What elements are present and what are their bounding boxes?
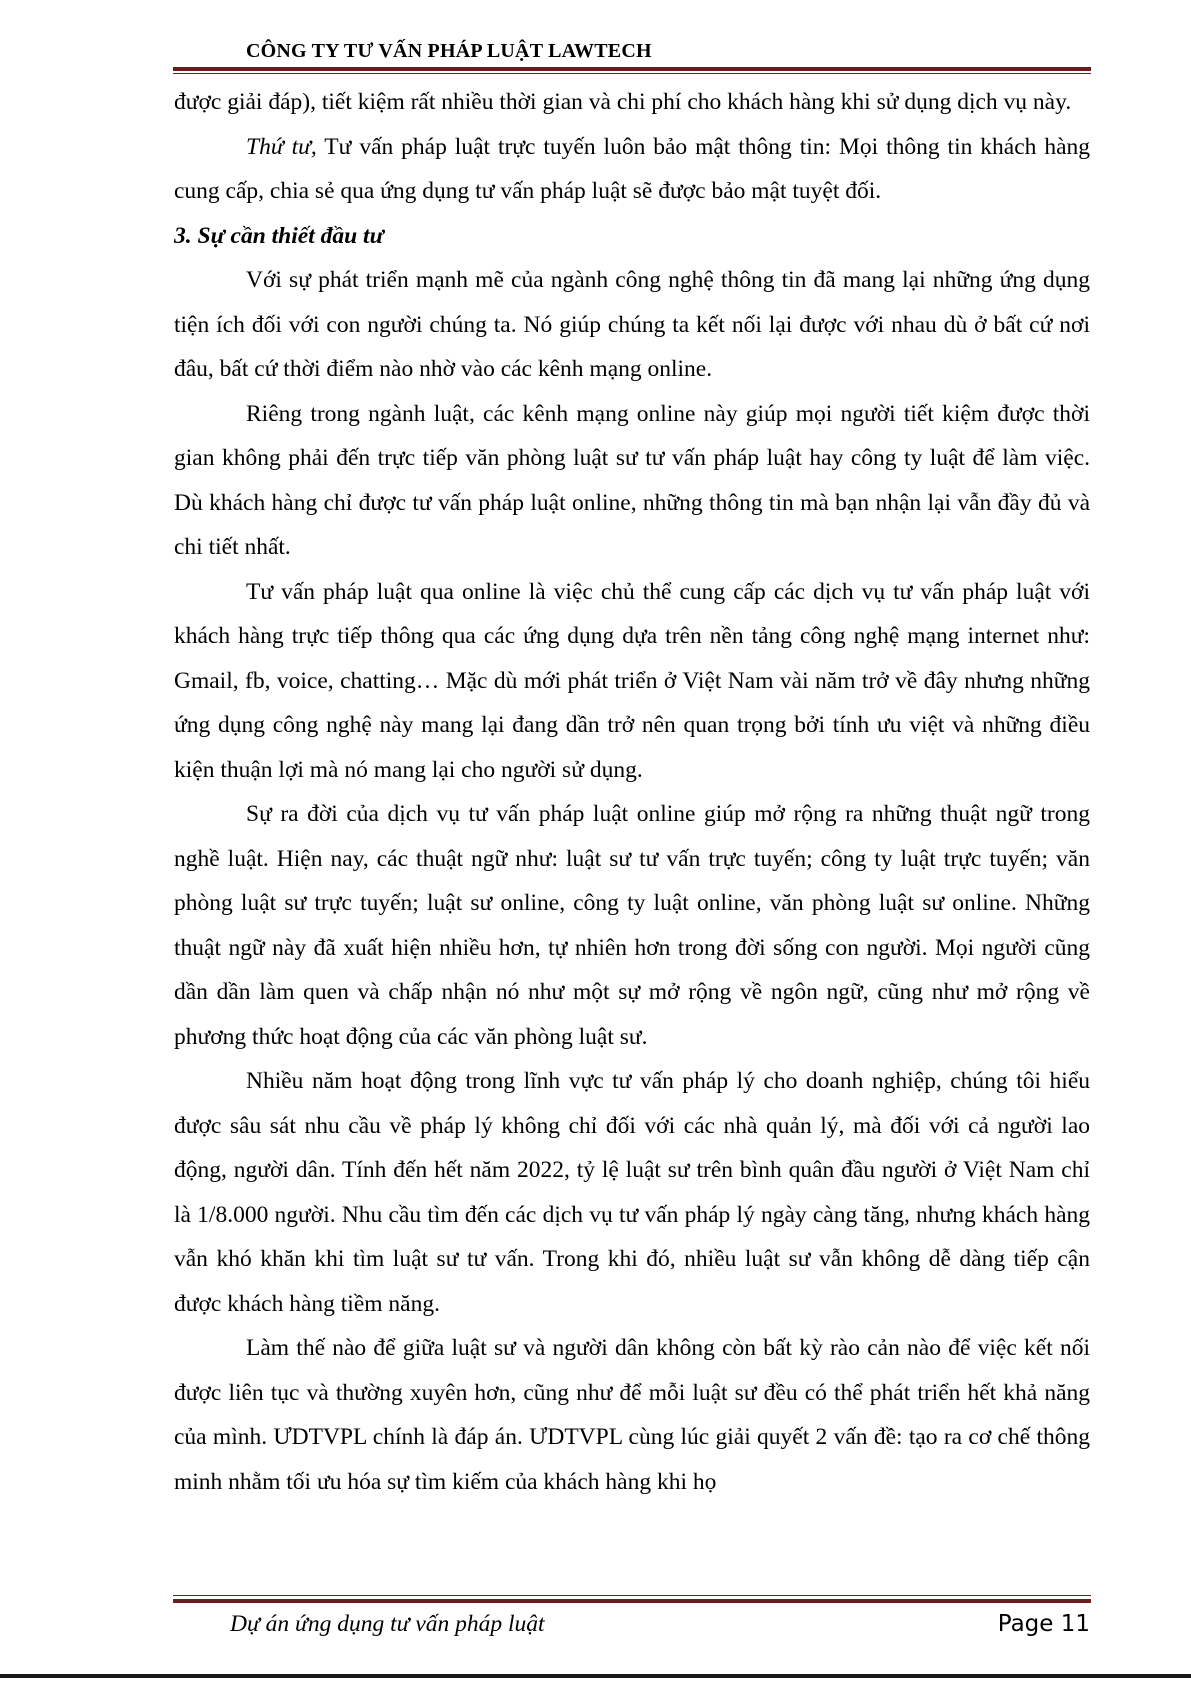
header-rule-thin — [173, 73, 1091, 74]
paragraph: Làm thế nào để giữa luật sư và người dân không còn bất kỳ rào cản nào để việc kết nối được liên tục và thường xuyên hơn, cũng như để mỗi luật sư đều có thể phát triển hết khả năng của mình. ƯDTVPL chính là đáp án. ƯDTVPL cùng lúc giải quyết 2 vấn đề: tạo ra cơ chế thông minh nhằm tối ưu hóa sự tìm kiếm của khách hàng khi họ — [174, 1335, 1090, 1495]
paragraph: Nhiều năm hoạt động trong lĩnh vực tư vấn pháp lý cho doanh nghiệp, chúng tôi hiểu được sâu sát nhu cầu về pháp lý không chỉ đối với các nhà quản lý, mà đối với cả người lao động, người dân. Tính đến hết năm 2022, tỷ lệ luật sư trên bình quân đầu người ở Việt Nam chỉ là 1/8.000 người. Nhu cầu tìm đến các dịch vụ tư vấn pháp lý ngày càng tăng, nhưng khách hàng vẫn khó khăn khi tìm luật sư tư vấn. Trong khi đó, nhiều luật sư vẫn không dễ dàng tiếp cận được khách hàng tiềm năng. — [174, 1068, 1090, 1317]
lead-phrase: Thứ tư, — [246, 133, 317, 160]
company-name: CÔNG TY TƯ VẤN PHÁP LUẬT LAWTECH — [246, 40, 652, 62]
paragraph: Sự ra đời của dịch vụ tư vấn pháp luật online giúp mở rộng ra những thuật ngữ trong nghề luật. Hiện nay, các thuật ngữ như: luật sư tư vấn trực tuyến; công ty luật trực tuyến; văn phòng luật sư trực tuyến; luật sư online, công ty luật online, văn phòng luật sư online. Những thuật ngữ này đã xuất hiện nhiều hơn, tự nhiên hơn trong đời sống con người. Mọi người cũng dần dần làm quen và chấp nhận nó như một sự mở rộng về ngôn ngữ, cũng như mở rộng về phương thức hoạt động của các văn phòng luật sư. — [174, 801, 1090, 1050]
paragraph-text: Tư vấn pháp luật trực tuyến luôn bảo mật thông tin: Mọi thông tin khách hàng cung cấp, chia sẻ qua ứng dụng tư vấn pháp luật sẽ được bảo mật tuyệt đối. — [174, 133, 1090, 204]
document-body — [174, 80, 1090, 1504]
page-bottom-edge — [0, 1674, 1191, 1678]
project-name: Dự án ứng dụng tư vấn pháp luật — [230, 1611, 545, 1637]
header-rule-thick — [173, 67, 1091, 71]
paragraph-fourth-point — [174, 125, 1090, 214]
paragraph: Riêng trong ngành luật, các kênh mạng online này giúp mọi người tiết kiệm được thời gian không phải đến trực tiếp văn phòng luật sư tư vấn pháp luật hay công ty luật để làm việc. Dù khách hàng chỉ được tư vấn pháp luật online, những thông tin mà bạn nhận lại vẫn đầy đủ và chi tiết nhất. — [174, 400, 1090, 560]
page-number: Page 11 — [997, 1611, 1090, 1637]
footer-rule-thin — [173, 1595, 1091, 1596]
paragraph-continuation: được giải đáp), tiết kiệm rất nhiều thời gian và chi phí cho khách hàng khi sử dụng dịch vụ này. — [174, 89, 1072, 115]
paragraph: Với sự phát triển mạnh mẽ của ngành công nghệ thông tin đã mang lại những ứng dụng tiện ích đối với con người chúng ta. Nó giúp chúng ta kết nối lại được với nhau dù ở bất cứ nơi đâu, bất cứ thời điểm nào nhờ vào các kênh mạng online. — [174, 267, 1090, 382]
section-heading: 3. Sự cần thiết đầu tư — [174, 222, 384, 249]
paragraph: Tư vấn pháp luật qua online là việc chủ thể cung cấp các dịch vụ tư vấn pháp luật với khách hàng trực tiếp thông qua các ứng dụng dựa trên nền tảng công nghệ mạng internet như: Gmail, fb, voice, chatting… Mặc dù mới phát triển ở Việt Nam vài năm trở về đây nhưng những ứng dụng công nghệ này mang lại đang dần trở nên quan trọng bởi tính ưu việt và những điều kiện thuận lợi mà nó mang lại cho người sử dụng. — [174, 578, 1090, 783]
footer-rule-thick — [173, 1599, 1091, 1603]
